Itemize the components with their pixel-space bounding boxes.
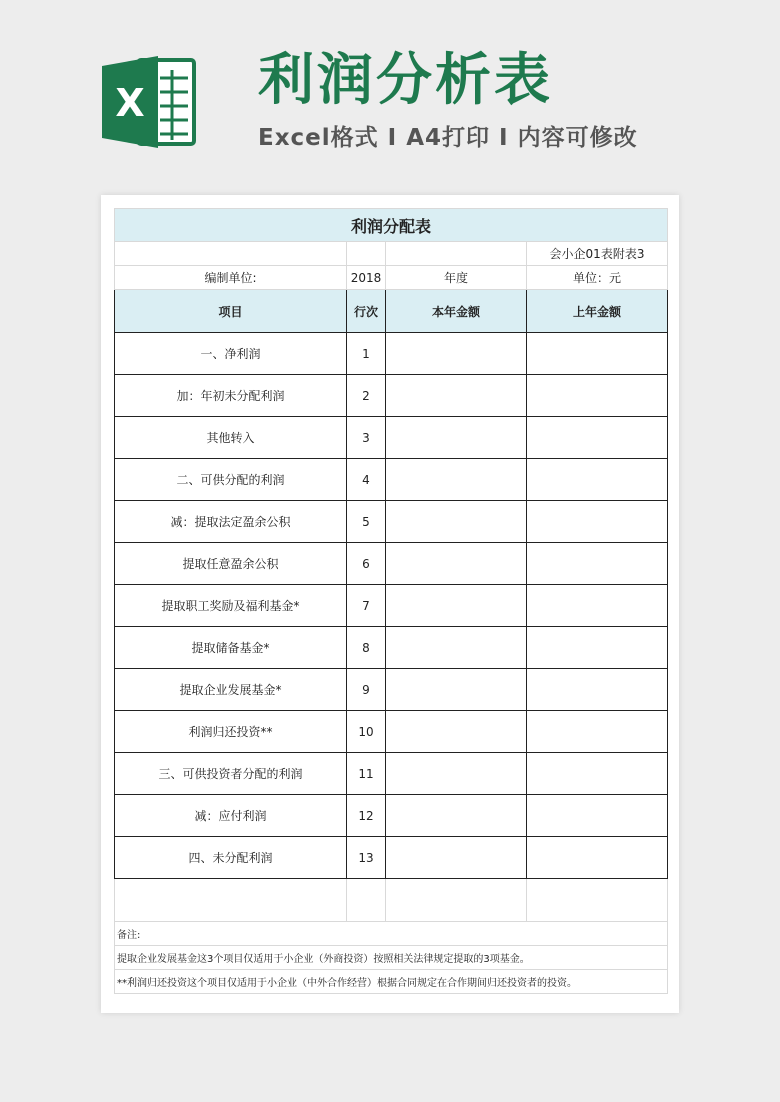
row-line-number: 9	[347, 669, 386, 711]
row-line-number: 6	[347, 543, 386, 585]
row-line-number: 11	[347, 753, 386, 795]
page-title: 利润分析表	[258, 48, 553, 113]
prior-year-amount-cell[interactable]	[527, 627, 668, 669]
prior-year-amount-cell[interactable]	[527, 711, 668, 753]
table-row	[115, 837, 668, 879]
row-item: 提取储备基金*	[115, 627, 347, 669]
prior-year-amount-cell[interactable]	[527, 417, 668, 459]
row-line-number: 7	[347, 585, 386, 627]
row-item: 利润归还投资**	[115, 711, 347, 753]
page-subtitle: Excel格式 I A4打印 I 内容可修改	[258, 125, 638, 151]
row-item: 提取职工奖励及福利基金*	[115, 585, 347, 627]
row-item: 一、净利润	[115, 333, 347, 375]
prior-year-amount-cell[interactable]	[527, 585, 668, 627]
current-year-amount-cell[interactable]	[386, 543, 527, 585]
sheet-title: 利润分配表	[115, 209, 668, 242]
table-row	[115, 627, 668, 669]
column-header: 上年金额	[527, 290, 668, 333]
row-item: 减：提取法定盈余公积	[115, 501, 347, 543]
meta-row	[115, 266, 668, 290]
year-value: 2018	[347, 266, 386, 290]
row-line-number: 2	[347, 375, 386, 417]
table-row	[115, 375, 668, 417]
row-item: 提取企业发展基金*	[115, 669, 347, 711]
unit-label: 编制单位:	[115, 266, 347, 290]
table-row	[115, 543, 668, 585]
note-2: **利润归还投资这个项目仅适用于小企业（中外合作经营）根据合同规定在合作期间归还投资者的投资。	[115, 970, 668, 994]
document-page	[101, 195, 679, 1013]
current-year-amount-cell[interactable]	[386, 711, 527, 753]
row-line-number: 3	[347, 417, 386, 459]
prior-year-amount-cell[interactable]	[527, 669, 668, 711]
row-line-number: 5	[347, 501, 386, 543]
current-year-amount-cell[interactable]	[386, 669, 527, 711]
prior-year-amount-cell[interactable]	[527, 459, 668, 501]
prior-year-amount-cell[interactable]	[527, 795, 668, 837]
row-line-number: 10	[347, 711, 386, 753]
row-line-number: 8	[347, 627, 386, 669]
table-row	[115, 585, 668, 627]
svg-text:X: X	[115, 81, 145, 125]
table-row	[115, 711, 668, 753]
row-line-number: 1	[347, 333, 386, 375]
excel-logo-icon	[98, 52, 198, 152]
table-row	[115, 417, 668, 459]
table-row	[115, 795, 668, 837]
table-row	[115, 459, 668, 501]
note-1: 提取企业发展基金这3个项目仅适用于小企业（外商投资）按照相关法律规定提取的3项基金。	[115, 946, 668, 970]
prior-year-amount-cell[interactable]	[527, 753, 668, 795]
row-line-number: 12	[347, 795, 386, 837]
prior-year-amount-cell[interactable]	[527, 333, 668, 375]
row-item: 提取任意盈余公积	[115, 543, 347, 585]
prior-year-amount-cell[interactable]	[527, 543, 668, 585]
currency-label: 单位：元	[527, 266, 668, 290]
banner	[0, 0, 780, 195]
current-year-amount-cell[interactable]	[386, 585, 527, 627]
column-header: 行次	[347, 290, 386, 333]
year-label: 年度	[386, 266, 527, 290]
row-item: 三、可供投资者分配的利润	[115, 753, 347, 795]
row-item: 其他转入	[115, 417, 347, 459]
notes-label-row	[115, 922, 668, 946]
current-year-amount-cell[interactable]	[386, 837, 527, 879]
row-item: 减：应付利润	[115, 795, 347, 837]
current-year-amount-cell[interactable]	[386, 795, 527, 837]
column-header: 本年金额	[386, 290, 527, 333]
current-year-amount-cell[interactable]	[386, 417, 527, 459]
row-line-number: 4	[347, 459, 386, 501]
profit-distribution-table	[114, 208, 668, 994]
notes-label: 备注:	[115, 922, 668, 946]
current-year-amount-cell[interactable]	[386, 501, 527, 543]
table-row	[115, 333, 668, 375]
table-row	[115, 753, 668, 795]
prior-year-amount-cell[interactable]	[527, 501, 668, 543]
prior-year-amount-cell[interactable]	[527, 375, 668, 417]
row-item: 加：年初未分配利润	[115, 375, 347, 417]
form-code: 会小企01表附表3	[527, 242, 668, 266]
table-row	[115, 669, 668, 711]
current-year-amount-cell[interactable]	[386, 753, 527, 795]
note-row	[115, 970, 668, 994]
row-line-number: 13	[347, 837, 386, 879]
row-item: 四、未分配利润	[115, 837, 347, 879]
current-year-amount-cell[interactable]	[386, 459, 527, 501]
column-header-row	[115, 290, 668, 333]
form-code-row	[115, 242, 668, 266]
current-year-amount-cell[interactable]	[386, 333, 527, 375]
prior-year-amount-cell[interactable]	[527, 837, 668, 879]
current-year-amount-cell[interactable]	[386, 627, 527, 669]
table-row	[115, 501, 668, 543]
row-item: 二、可供分配的利润	[115, 459, 347, 501]
note-row	[115, 946, 668, 970]
blank-row	[115, 879, 668, 922]
column-header: 项目	[115, 290, 347, 333]
sheet-title-row	[115, 209, 668, 242]
current-year-amount-cell[interactable]	[386, 375, 527, 417]
